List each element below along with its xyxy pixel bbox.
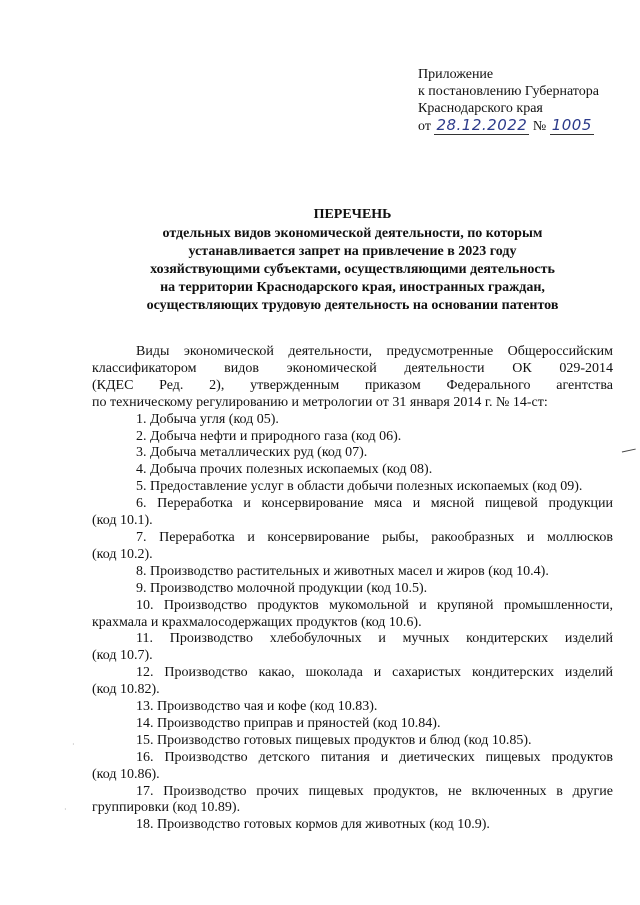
- list-item-line: группировки (код 10.89).: [92, 800, 241, 816]
- list-item: [92, 784, 613, 818]
- list-item-line: (код 10.86).: [92, 766, 160, 782]
- list-item: 2. Добыча нефти и природного газа (код 06).: [136, 428, 402, 444]
- scan-speck: ·: [72, 740, 75, 749]
- appendix-header: [418, 66, 599, 135]
- title-line: отдельных видов экономической деятельности, по которым: [162, 226, 543, 241]
- handwritten-date: 28.12.2022: [436, 116, 528, 134]
- list-item: 5. Предоставление услуг в области добычи полезных ископаемых (код 09).: [136, 479, 583, 495]
- list-item: 18. Производство готовых кормов для животных (код 10.9).: [136, 817, 490, 833]
- list-item-line: 6. Переработка и консервирование мяса и мясной пищевой продукции: [136, 496, 613, 512]
- number-sign: №: [532, 119, 547, 134]
- date-prefix: от: [418, 119, 431, 134]
- appendix-line-2: к постановлению Губернатора: [418, 84, 599, 99]
- list-item-line: 16. Производство детского питания и диетических пищевых продуктов: [136, 749, 613, 765]
- title-heading: ПЕРЕЧЕНЬ: [313, 207, 392, 222]
- document-title: [90, 206, 615, 315]
- handwritten-number: 1005: [551, 116, 592, 134]
- scan-speck: ·: [64, 805, 67, 814]
- intro-paragraph: [92, 344, 613, 412]
- list-item: [92, 496, 613, 530]
- list-item-line: 10. Производство продуктов мукомольной и крупяной промышленности,: [136, 597, 613, 613]
- title-line: устанавливается запрет на привлечение в 2023 году: [188, 244, 517, 259]
- list-item-line: 17. Производство прочих пищевых продуктов, не включенных в другие: [136, 783, 613, 799]
- intro-line: Виды экономической деятельности, предусмотренные Общероссийским: [136, 344, 613, 359]
- list-item: 13. Производство чая и кофе (код 10.83).: [136, 699, 378, 715]
- appendix-line-3: Краснодарского края: [418, 101, 543, 116]
- appendix-date-line: [418, 117, 599, 135]
- list-item-line: 7. Переработка и консервирование рыбы, ракообразных и моллюсков: [136, 529, 613, 545]
- margin-pen-mark: [622, 449, 636, 455]
- list-item: 15. Производство готовых пищевых продуктов и блюд (код 10.85).: [136, 732, 532, 748]
- title-line: осуществляющих трудовую деятельность на основании патентов: [146, 298, 559, 313]
- list-item: 1. Добыча угля (код 05).: [136, 411, 279, 427]
- document-body: [92, 344, 613, 834]
- appendix-line-1: Приложение: [418, 67, 494, 82]
- intro-line: классификатором видов экономической деятельности ОК 029-2014: [92, 360, 613, 376]
- list-item-line: (код 10.82).: [92, 682, 160, 698]
- list-item-line: (код 10.7).: [92, 648, 153, 664]
- list-item-line: (код 10.2).: [92, 546, 153, 562]
- list-item: [92, 750, 613, 784]
- intro-line: по техническому регулированию и метрологии от 31 января 2014 г. № 14-ст:: [92, 394, 548, 410]
- list-item: 3. Добыча металлических руд (код 07).: [136, 445, 368, 461]
- list-item-line: 11. Производство хлебобулочных и мучных кондитерских изделий: [136, 631, 613, 647]
- list-item: [92, 530, 613, 564]
- list-item: 4. Добыча прочих полезных ископаемых (код 08).: [136, 462, 433, 478]
- title-line: на территории Краснодарского края, иностранных граждан,: [160, 280, 545, 295]
- list-item: 8. Производство растительных и животных масел и жиров (код 10.4).: [136, 563, 549, 579]
- title-line: хозяйствующими субъектами, осуществляющими деятельность: [150, 262, 555, 277]
- list-item: [92, 665, 613, 699]
- list-item-line: 12. Производство какао, шоколада и сахаристых кондитерских изделий: [136, 665, 613, 681]
- list-item: 9. Производство молочной продукции (код 10.5).: [136, 580, 428, 596]
- intro-line: (КДЕС Ред. 2), утвержденным приказом Федерального агентства: [92, 377, 613, 393]
- list-item-line: крахмала и крахмалосодержащих продуктов (код 10.6).: [92, 614, 422, 630]
- list-item-line: (код 10.1).: [92, 513, 153, 529]
- list-item: 14. Производство приправ и пряностей (код 10.84).: [136, 715, 441, 731]
- list-item: [92, 631, 613, 665]
- list-item: [92, 598, 613, 632]
